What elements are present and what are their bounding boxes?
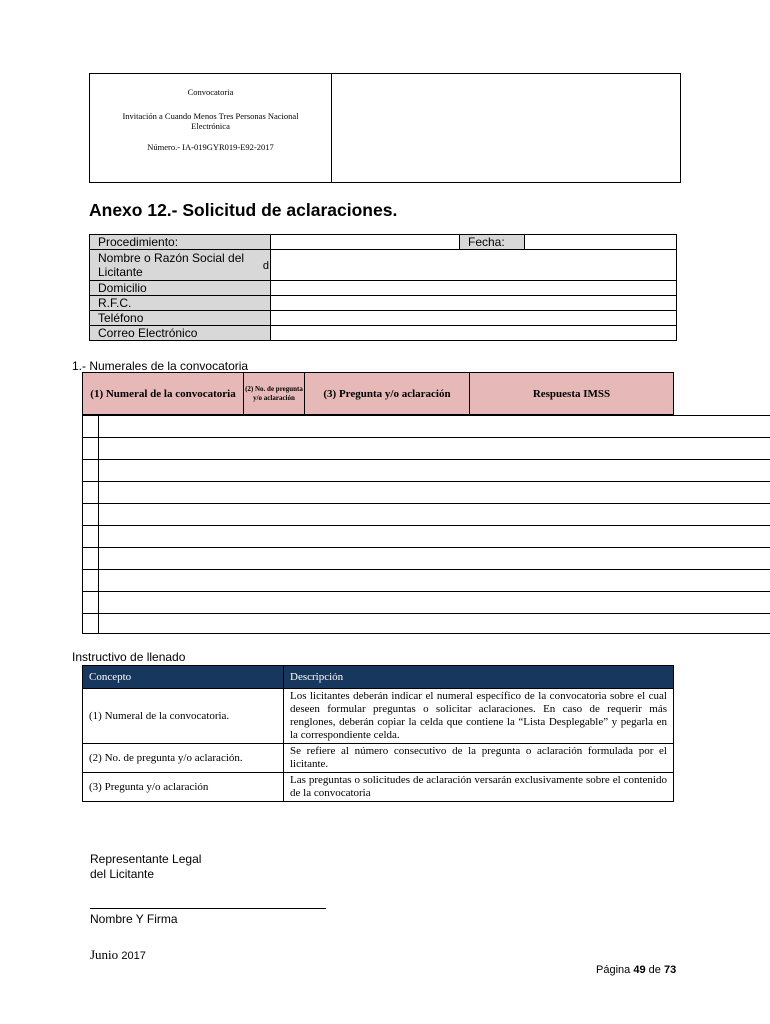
table-row-line [82, 613, 770, 614]
header-invitacion: Invitación a Cuando Menos Tres Personas Nacional Electrónica [122, 111, 299, 131]
concepto-cell: (1) Numeral de la convocatoria. [83, 689, 284, 744]
table-row-line [82, 525, 770, 526]
header-box [89, 73, 681, 183]
concepto-cell: (3) Pregunta y/o aclaración [83, 773, 284, 802]
page-prefix: Página [596, 964, 631, 976]
header-convocatoria: Convocatoria [187, 87, 234, 97]
table-row-line [82, 547, 770, 548]
section-numerales-heading: 1.- Numerales de la convocatoria [72, 359, 249, 373]
table-row-line [82, 459, 770, 460]
correo-field[interactable] [271, 326, 677, 341]
table-row-line [82, 591, 770, 592]
nombre-label-line1: Nombre o Razón Social del [98, 251, 245, 265]
descripcion-cell: Las preguntas o solicitudes de aclaración versarán exclusivamente sobre el contenido de la convocatoria [284, 773, 674, 802]
numerales-table [82, 372, 674, 415]
instructivo-heading: Instructivo de llenado [72, 650, 186, 664]
nombre-label [90, 250, 271, 281]
table-row-line [82, 415, 770, 416]
col-no-pregunta-header: (2) No. de pregunta y/o aclaración [244, 373, 305, 415]
page-title: Anexo 12.- Solicitud de aclaraciones. [89, 200, 398, 220]
form-table [89, 234, 677, 341]
table-row-line [82, 503, 770, 504]
procedimiento-field[interactable] [271, 235, 460, 250]
descripcion-cell: Se refiere al número consecutivo de la pregunta o aclaración formulada por el licitante. [284, 744, 674, 773]
header-info [90, 74, 332, 182]
domicilio-field[interactable] [271, 281, 677, 296]
total-pages: 73 [663, 964, 677, 976]
descripcion-cell: Los licitantes deberán indicar el numeral específico de la convocatoria sobre el cual deseen formular preguntas o solicitar aclaraciones. En caso de requerir más renglones, deberán copiar la celda que contiene la “Lista Desplegable” y pegarla en la correspondiente celda. [284, 689, 674, 744]
nombre-label-line2: Licitante [98, 265, 143, 279]
telefono-field[interactable] [271, 311, 677, 326]
footer-month: Junio [90, 947, 119, 962]
col-respuesta-header: Respuesta IMSS [470, 373, 674, 415]
signature-line [90, 908, 326, 909]
nombre-field[interactable] [271, 250, 677, 281]
fecha-field[interactable] [525, 235, 677, 250]
footer-date [90, 947, 146, 963]
concepto-cell: (2) No. de pregunta y/o aclaración. [83, 744, 284, 773]
page-number [596, 964, 676, 976]
nombre-label-fragment: d [262, 260, 269, 272]
instructivo-table [82, 665, 674, 802]
table-row-line [82, 569, 770, 570]
nombre-firma-label: Nombre Y Firma [90, 912, 178, 926]
descripcion-header: Descripción [284, 666, 674, 689]
correo-label: Correo Electrónico [90, 326, 271, 341]
table-row-line [82, 437, 770, 438]
col-pregunta-header: (3) Pregunta y/o aclaración [305, 373, 470, 415]
header-numero: Número.- IA-019GYR019-E92-2017 [147, 142, 274, 152]
representante-line2: del Licitante [90, 867, 155, 881]
representante-line1: Representante Legal [90, 852, 202, 866]
table-left-border [82, 415, 83, 633]
telefono-label: Teléfono [90, 311, 271, 326]
table-row-line [82, 481, 770, 482]
procedimiento-label: Procedimiento: [90, 235, 271, 250]
concepto-header: Concepto [83, 666, 284, 689]
representante-legal [90, 852, 201, 882]
rfc-label: R.F.C. [90, 296, 271, 311]
footer-year: 2017 [121, 950, 146, 962]
table-inner-border [98, 415, 99, 633]
rfc-field[interactable] [271, 296, 677, 311]
col-numeral-header: (1) Numeral de la convocatoria [83, 373, 244, 415]
domicilio-label: Domicilio [90, 281, 271, 296]
current-page: 49 [633, 964, 646, 976]
fecha-label: Fecha: [460, 235, 525, 250]
page-mid: de [648, 964, 661, 976]
table-row-line [82, 633, 770, 634]
